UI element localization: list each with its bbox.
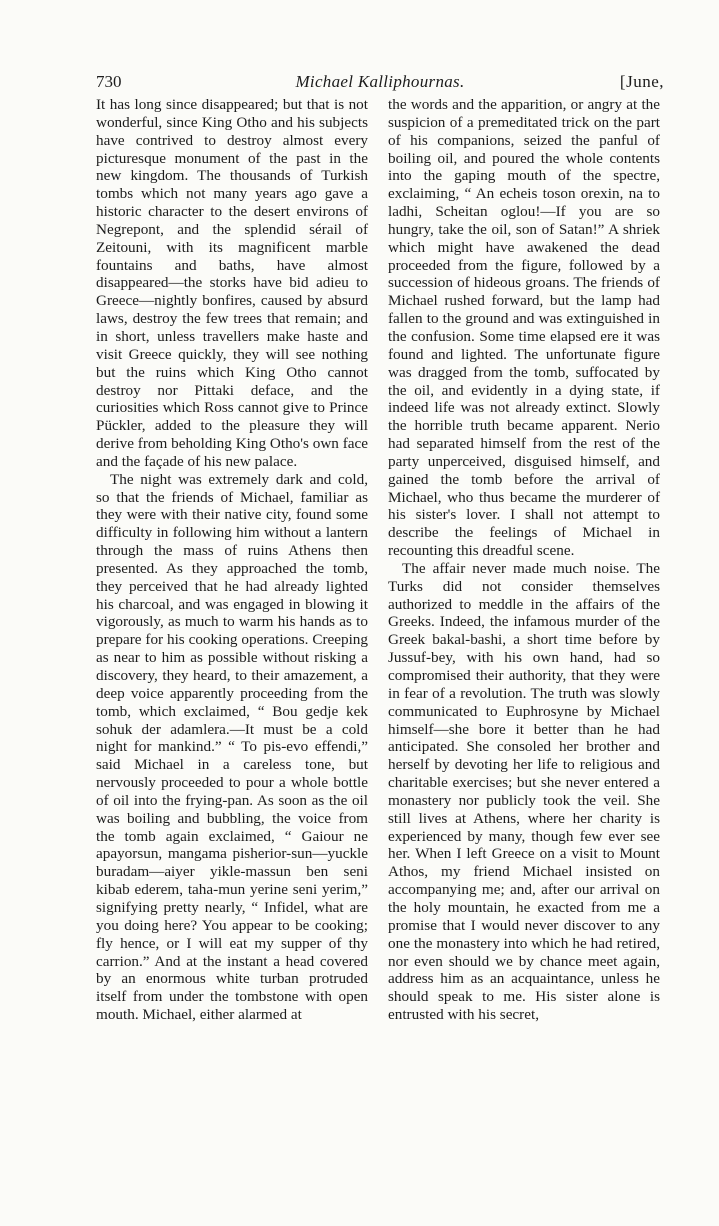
running-title: Michael Kalliphournas. [295,72,465,91]
paragraph: The affair never made much noise. The Turks did not consider themselves authorized to meddle in the affairs of the Greeks. Indeed, the infamous murder of the Greek bakal-bashi, a short time before by Jussuf-bey, with his own hand, had so compromised their authority, that they were in fear of a revolution. The truth was slowly communicated to Euphrosyne by Michael himself—she bore it better than he had anticipated. She consoled her brother and herself by devoting her life to religious and charitable exercises; but she never entered a monastery nor publicly took the veil. She still lives at Athens, where her charity is experienced by many, though few ever see her. When I left Greece on a visit to Mount Athos, my friend Michael insisted on accompanying me; and, after our arrival on the holy mountain, he exacted from me a promise that I would never discover to any one the monastery into which he had retired, nor even should we by chance meet again, address him as an acquaintance, unless he should speak to me. His sister alone is entrusted with his secret, [388,559,660,1024]
page-number: 730 [96,72,122,91]
running-month: [June, [619,72,664,91]
paragraph: The night was extremely dark and cold, so that the friends of Michael, familiar as they were with their native city, found some difficulty in following him without a lantern through the mass of ruins Athens then presented. As they approached the tomb, they perceived that he had already lighted his charcoal, and was engaged in blowing it vigorously, as much to warm his hands as to prepare for his cooking operations. Creeping as near to him as possible without risking a discovery, they heard, to their amazement, a deep voice apparently proceeding from the tomb, which exclaimed, “ Bou gedje kek sohuk der adamlera.—It must be a cold night for mankind.” “ To pis-evo effendi,” said Michael in a careless tone, but nervously proceeded to pour a whole bottle of oil into the frying-pan. As soon as the oil was boiling and bubbling, the voice from the tomb again exclaimed, “ Gaiour ne apayorsun, mangama pisherior-sun—yuckle buradam—aiyer yikle-massun ben seni kibab ederem, taha-mun yerine seni yerim,” signifying pretty nearly, “ Infidel, what are you doing here? You appear to be cooking; fly hence, or I will eat my supper of thy carrion.” And at the instant a head covered by an enormous white turban protruded itself from under the tombstone with open mouth. Michael, either alarmed at [96,470,368,1024]
paragraph: It has long since disappeared; but that is not wonderful, since King Otho and his subjects have contrived to destroy almost every picturesque monument of the past in the new kingdom. The thousands of Turkish tombs which not many years ago gave a historic character to the desert environs of Negrepont, and the splendid sérail of Zeitouni, with its magnificent marble fountains and baths, have almost disappeared—the storks have bid adieu to Greece—nightly bonfires, caused by absurd laws, destroy the few trees that remain; and in short, unless travellers make haste and visit Greece quickly, they will see nothing but the ruins which King Otho cannot destroy nor Pittaki deface, and the curiosities which Ross cannot give to Prince Pückler, added to the pleasure they will derive from beholding King Otho's own face and the façade of his new palace. [96,96,368,470]
running-header [96,70,664,94]
left-column [96,96,368,1024]
right-column [388,96,660,1024]
paragraph: the words and the apparition, or angry at the suspicion of a premeditated trick on the part of his companions, seized the panful of boiling oil, and poured the whole contents into the gaping mouth of the spectre, exclaiming, “ An echeis toson orexin, na to ladhi, Scheitan oglou!—If you are so hungry, take the oil, son of Satan!” A shriek which might have awakened the dead proceeded from the figure, followed by a succession of hideous groans. The friends of Michael rushed forward, but the lamp had fallen to the ground and was extinguished in the confusion. Some time elapsed ere it was found and lighted. The unfortunate figure was dragged from the tomb, suffocated by the oil, and evidently in a dying state, if indeed life was not already extinct. Slowly the horrible truth became apparent. Nerio had separated himself from the rest of the party unperceived, disguised himself, and gained the tomb before the arrival of Michael, who thus became the murderer of his sister's lover. I shall not attempt to describe the feelings of Michael in recounting this dreadful scene. [388,96,660,560]
